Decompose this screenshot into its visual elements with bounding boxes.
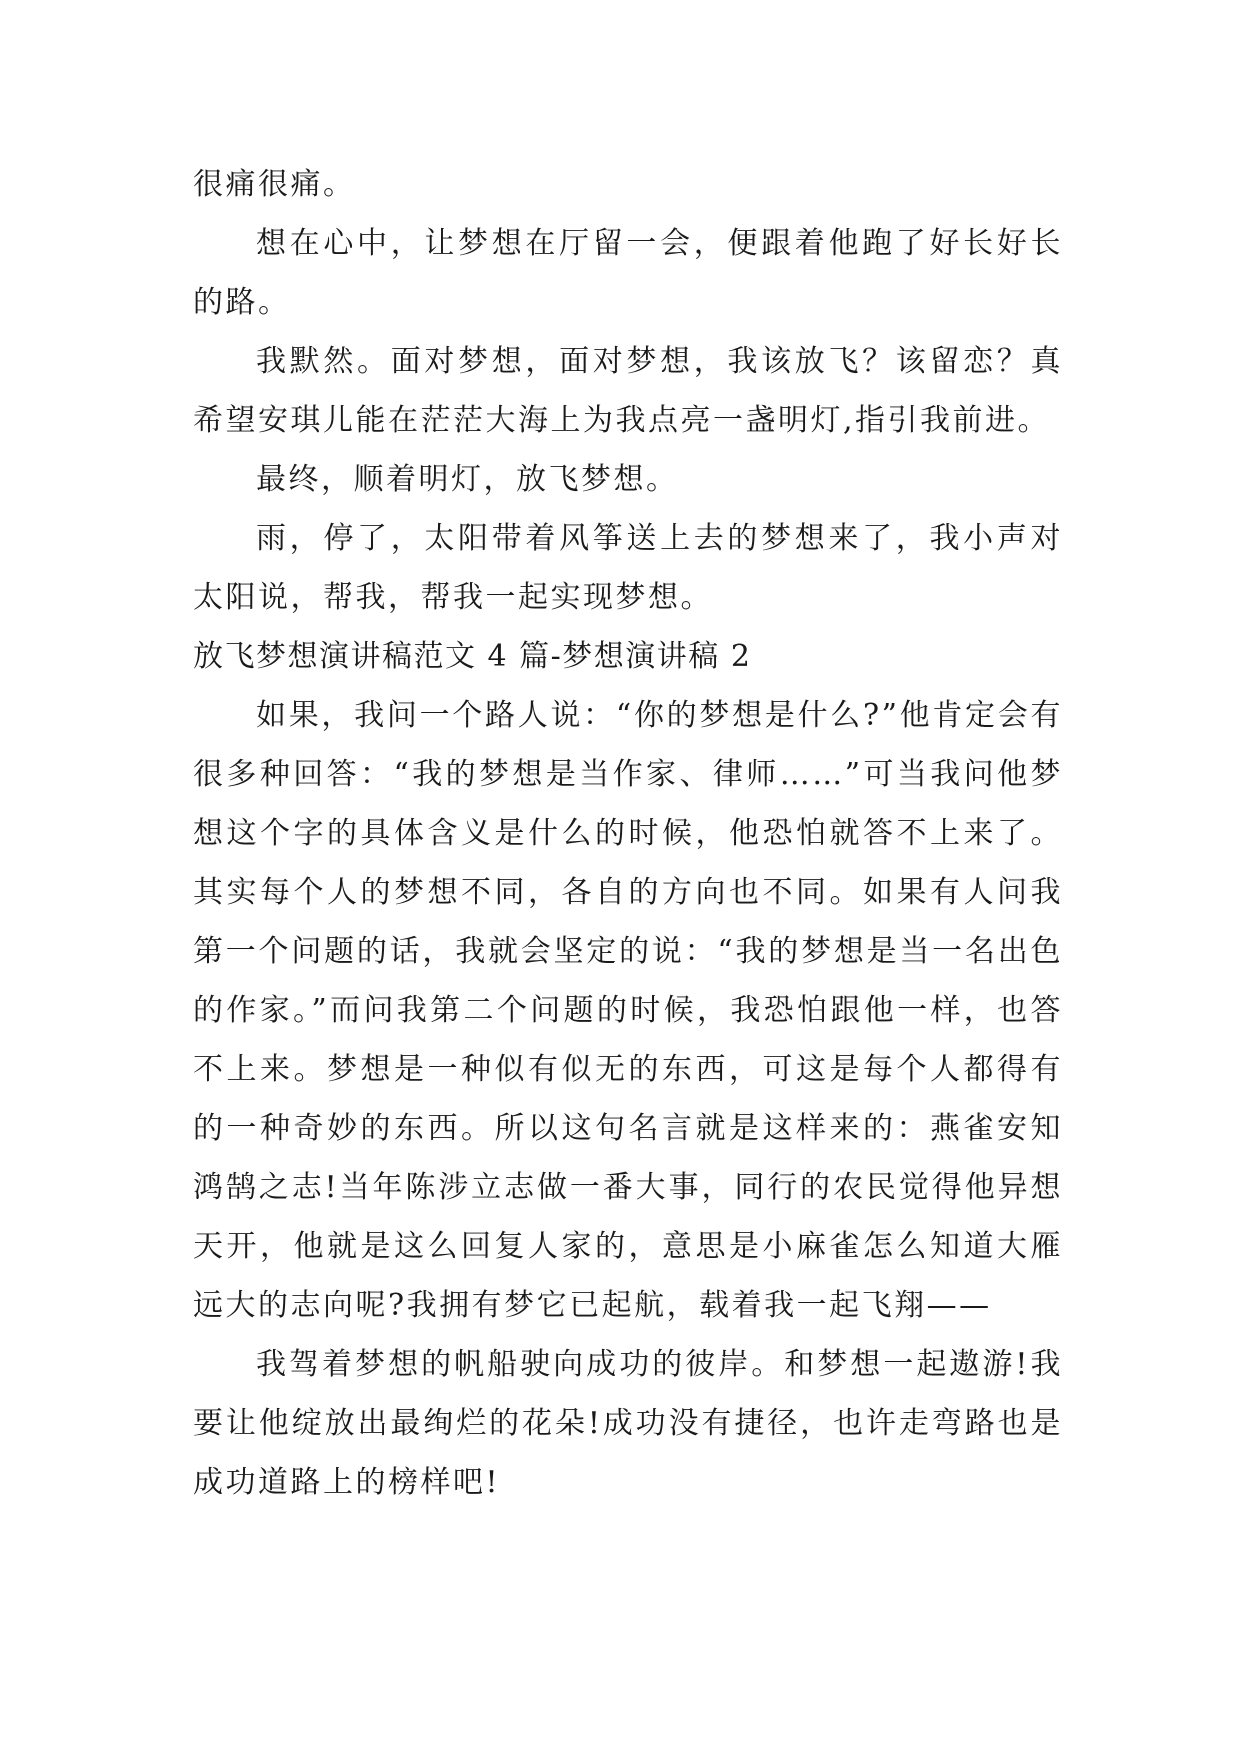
paragraph: 最终，顺着明灯，放飞梦想。 — [256, 462, 679, 497]
paragraph: 如果，我问一个路人说：“你的梦想是什么?”他肯定会有很多种回答：“我的梦想是当作家、律师……”可当我问他梦想这个字的具体含义是什么的时候，他恐怕就答不上来了。其实每个人的梦想不同，各自的方向也不同。如果有人问我第一个问题的话，我就会坚定的说：“我的梦想是当一名出色的作家。”而问我第二个问题的时候，我恐怕跟他一样，也答不上来。梦想是一种似有似无的东西，可这是每个人都得有的一种奇妙的东西。所以这句名言就是这样来的：燕雀安知鸿鹄之志!当年陈涉立志做一番大事，同行的农民觉得他异想天开，他就是这么回复人家的，意思是小麻雀怎么知道大雁远大的志向呢?我拥有梦它已起航，载着我一起飞翔—— — [193, 698, 1063, 1323]
paragraph: 很痛很痛。 — [193, 167, 356, 202]
paragraph: 雨，停了，太阳带着风筝送上去的梦想来了，我小声对太阳说，帮我，帮我一起实现梦想。 — [193, 521, 1063, 615]
paragraph: 我默然。面对梦想，面对梦想，我该放飞？该留恋？真希望安琪儿能在茫茫大海上为我点亮一盏明灯,指引我前进。 — [193, 344, 1063, 438]
section-heading: 放飞梦想演讲稿范文 4 篇-梦想演讲稿 2 — [193, 639, 752, 674]
document-body — [193, 155, 1063, 1512]
paragraph: 我驾着梦想的帆船驶向成功的彼岸。和梦想一起遨游!我要让他绽放出最绚烂的花朵!成功没有捷径，也许走弯路也是成功道路上的榜样吧! — [193, 1347, 1063, 1500]
paragraph: 想在心中，让梦想在厅留一会，便跟着他跑了好长好长的路。 — [193, 226, 1063, 320]
